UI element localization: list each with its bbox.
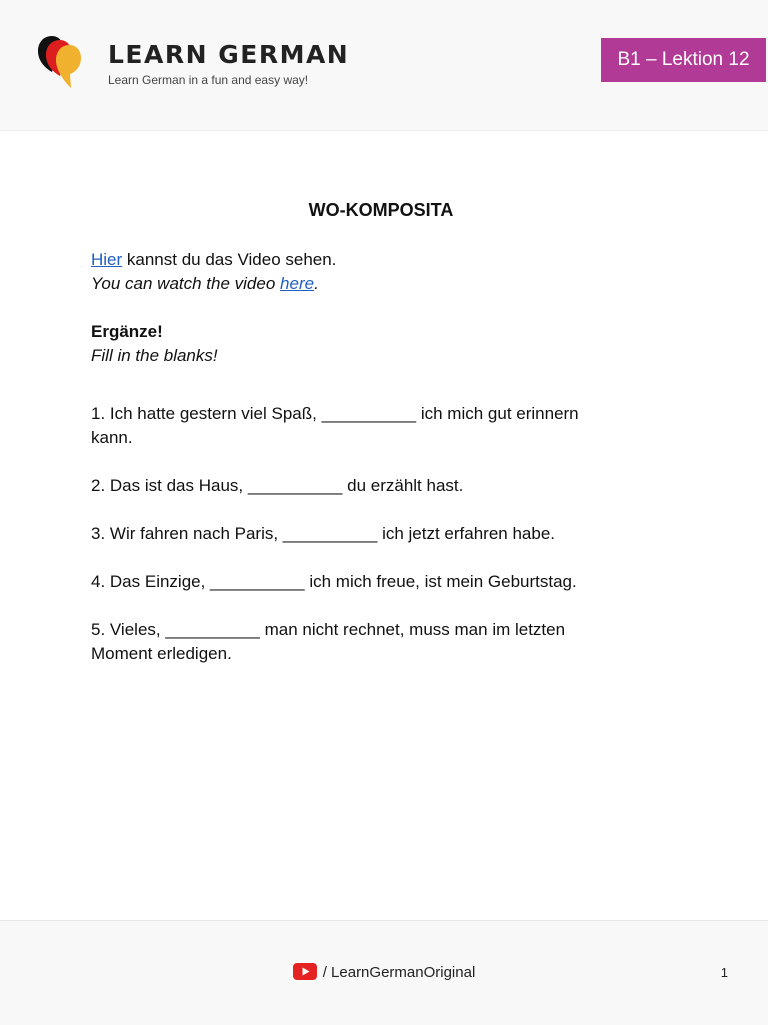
video-text-english: You can watch the video [91, 274, 281, 293]
exercise-text-continued: Moment erledigen. [91, 644, 232, 663]
exercise-item [91, 402, 671, 450]
youtube-icon [293, 963, 317, 980]
exercise-text-continued: kann. [91, 428, 133, 447]
spacer [91, 296, 671, 320]
brand-name: LEARN GERMAN [108, 40, 350, 69]
exercise-item [91, 618, 671, 666]
video-line-english [91, 272, 671, 296]
exercise-item [91, 522, 671, 546]
video-text-german: kannst du das Video sehen. [122, 250, 337, 269]
channel-handle[interactable] [0, 963, 768, 981]
channel-name: / LearnGermanOriginal [322, 964, 476, 981]
level-badge: B1 – Lektion 12 [601, 38, 766, 82]
worksheet-content [91, 198, 671, 690]
exercise-text: 1. Ich hatte gestern viel Spaß, __________ ich mich gut erinnern [91, 404, 579, 423]
video-link-hier[interactable]: Hier [91, 250, 123, 269]
speech-bubble-flag-logo-icon [36, 34, 84, 90]
instruction-english: Fill in the blanks! [91, 346, 218, 365]
exercise-text: 5. Vieles, __________ man nicht rechnet, muss man im letzten [91, 620, 566, 639]
video-line-german [91, 248, 671, 272]
exercise-item [91, 474, 671, 498]
footer [0, 920, 768, 1025]
video-link-here[interactable]: here [280, 274, 315, 293]
spacer [91, 392, 671, 402]
spacer [91, 368, 671, 392]
page-title: WO-KOMPOSITA [308, 200, 454, 220]
exercise-item [91, 570, 671, 594]
instruction-german: Ergänze! [91, 322, 163, 341]
brand-tagline: Learn German in a fun and easy way! [108, 73, 309, 87]
page-number: 1 [720, 965, 728, 980]
header [0, 0, 768, 131]
exercise-text: 4. Das Einzige, __________ ich mich freue, ist mein Geburtstag. [91, 572, 577, 591]
exercise-text: 3. Wir fahren nach Paris, __________ ich jetzt erfahren habe. [91, 524, 556, 543]
exercise-text: 2. Das ist das Haus, __________ du erzählt hast. [91, 476, 464, 495]
video-text-english-end: . [314, 274, 319, 293]
